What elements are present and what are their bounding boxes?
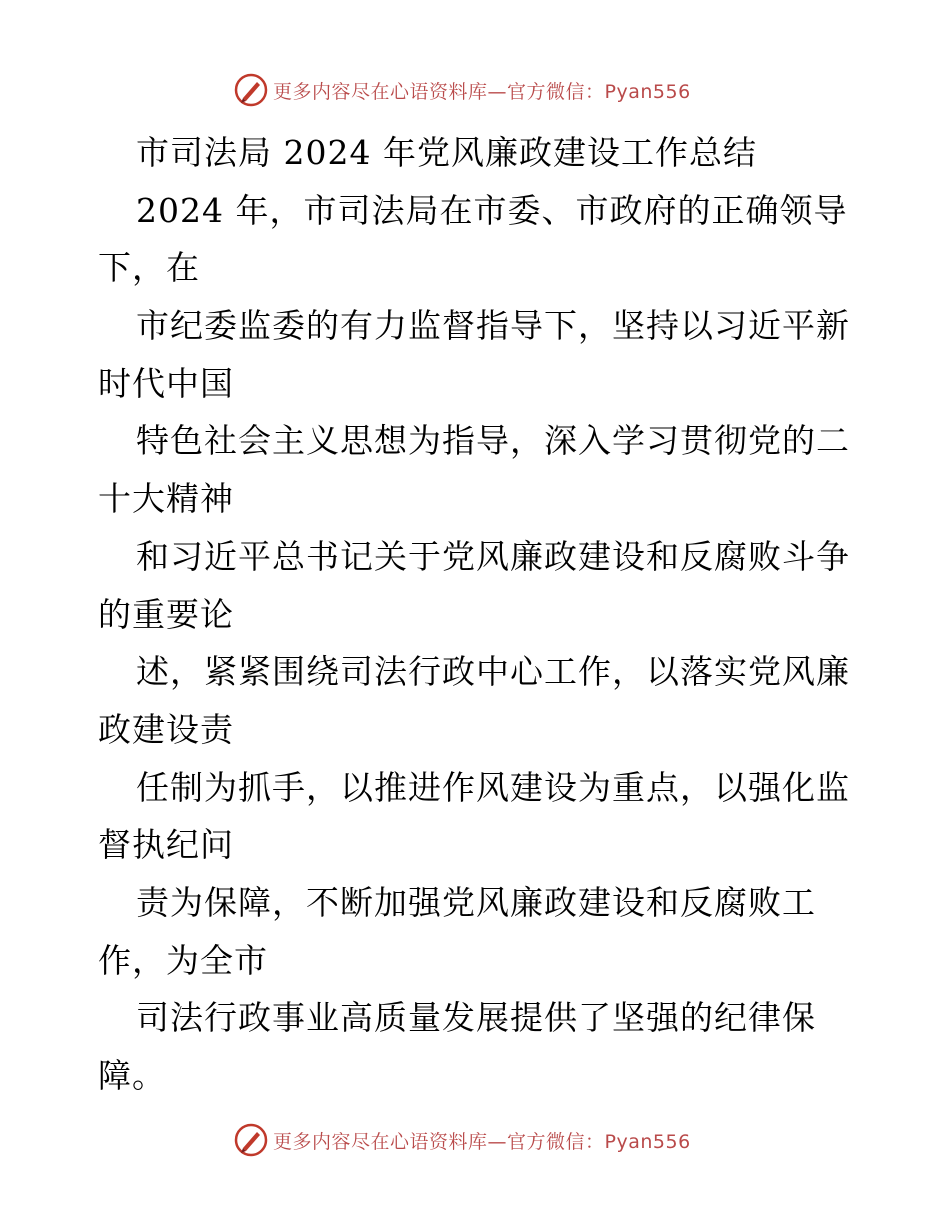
body-text-line: 督执纪问	[98, 825, 234, 865]
document-title: 市司法局 2024 年党风廉政建设工作总结	[136, 133, 757, 172]
document-body	[98, 124, 858, 1105]
body-text-line: 司法行政事业高质量发展提供了坚强的纪律保	[136, 998, 816, 1038]
body-text-line: 作，为全市	[98, 940, 268, 980]
body-text-line: 市纪委监委的有力监督指导下，坚持以习近平新	[136, 306, 850, 346]
body-text-line: 时代中国	[98, 363, 234, 403]
banner-text: 更多内容尽在心语资料库—官方微信：Pyan556	[273, 1130, 691, 1153]
body-text-line: 述，紧紧围绕司法行政中心工作，以落实党风廉	[136, 652, 850, 692]
pen-logo-icon	[233, 1122, 269, 1158]
body-text-line: 政建设责	[98, 709, 234, 749]
body-text-line: 和习近平总书记关于党风廉政建设和反腐败斗争	[136, 536, 850, 576]
footer-banner	[233, 1122, 691, 1158]
body-text-line: 任制为抓手，以推进作风建设为重点，以强化监	[136, 767, 850, 807]
header-banner	[233, 72, 691, 108]
body-text-line: 下，在	[98, 248, 200, 288]
banner-text: 更多内容尽在心语资料库—官方微信：Pyan556	[273, 80, 691, 103]
body-text-line: 十大精神	[98, 479, 234, 519]
body-text-line: 障。	[98, 1056, 166, 1095]
body-text-line: 责为保障，不断加强党风廉政建设和反腐败工	[136, 882, 816, 922]
body-text-line: 特色社会主义思想为指导，深入学习贯彻党的二	[136, 421, 850, 461]
body-text-line: 2024 年，市司法局在市委、市政府的正确领导	[136, 190, 848, 230]
body-text-line: 的重要论	[98, 594, 234, 634]
pen-logo-icon	[233, 72, 269, 108]
